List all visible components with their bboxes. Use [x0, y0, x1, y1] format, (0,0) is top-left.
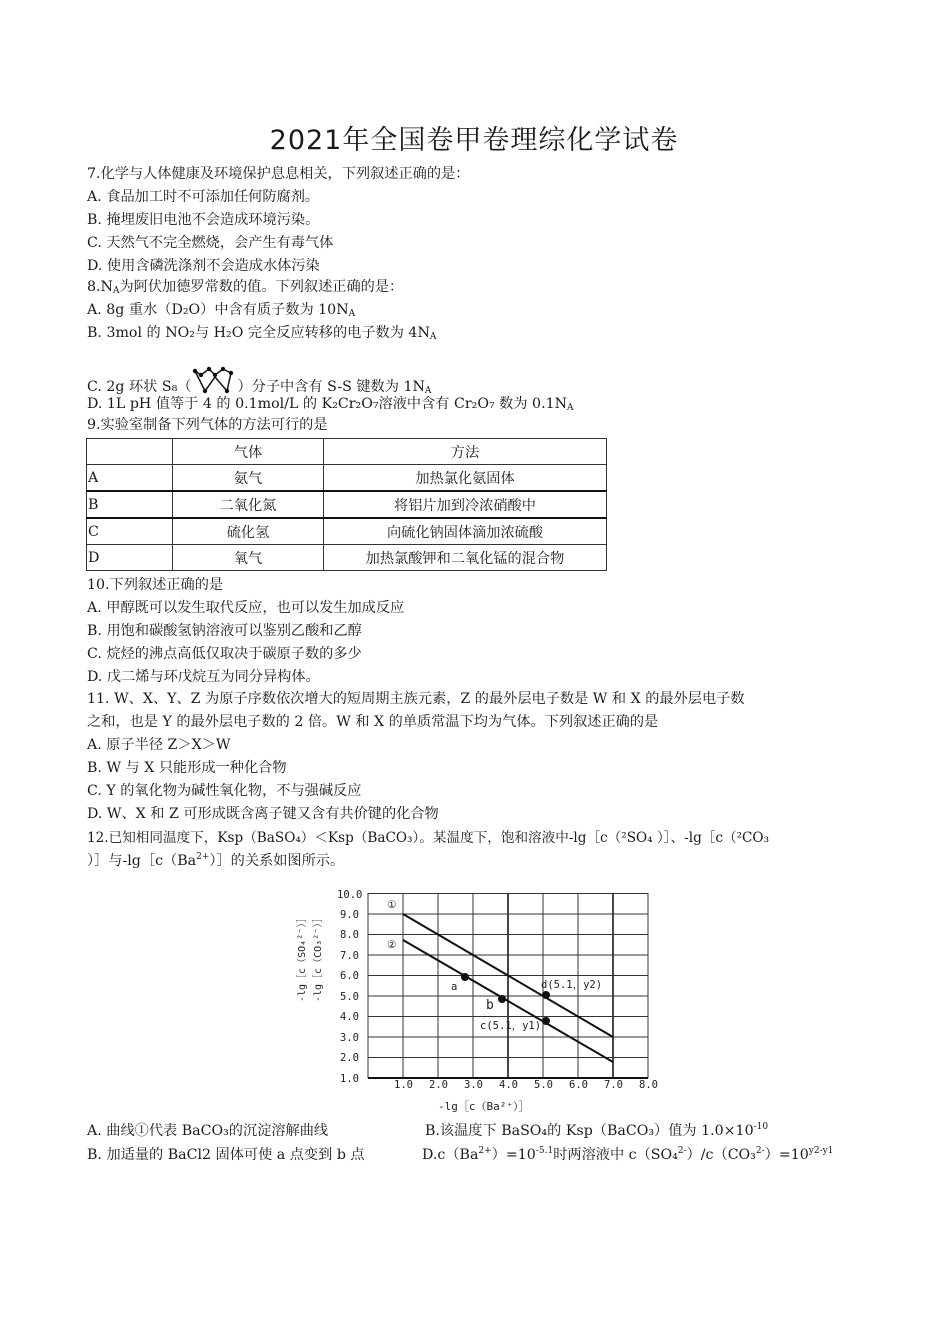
- q10-option-b: B. 用饱和碳酸氢钠溶液可以鉴别乙酸和乙醇: [87, 623, 362, 639]
- q11-option-a: A. 原子半径 Z＞X＞W: [87, 737, 231, 753]
- table-row: [87, 491, 607, 518]
- svg-text:4.0: 4.0: [340, 1011, 359, 1023]
- svg-text:5.0: 5.0: [340, 991, 359, 1003]
- table-header-row: [87, 439, 607, 465]
- q9-stem: 9.实验室制备下列气体的方法可行的是: [87, 417, 328, 433]
- svg-text:8.0: 8.0: [639, 1079, 658, 1091]
- table-header: 气体: [173, 439, 324, 465]
- table-cell: C: [87, 518, 173, 545]
- table-row: [87, 465, 607, 492]
- table-header: [87, 439, 173, 465]
- q12-option-c: B. 加适量的 BaCl2 固体可使 a 点变到 b 点: [87, 1147, 365, 1163]
- q11-option-c: C. Y 的氧化物为碱性氧化物，不与强碱反应: [87, 783, 362, 799]
- q12-option-a: A. 曲线①代表 BaCO₃的沉淀溶解曲线: [87, 1123, 329, 1139]
- table-header: 方法: [324, 439, 607, 465]
- table-cell: 加热氯酸钾和二氧化锰的混合物: [324, 545, 607, 571]
- q8-option-c: C. 2g 环状 S₈（ ）分子中含有 S-S 键数为 $1N_A$: [87, 365, 431, 399]
- svg-text:d(5.1，y2): d(5.1，y2): [541, 979, 603, 991]
- svg-text:6.0: 6.0: [569, 1079, 588, 1091]
- q11-option-d: D. W、X 和 Z 可形成既含离子键又含有共价键的化合物: [87, 806, 439, 822]
- q8-stem: $8.N_A$为阿伏加德罗常数的值。下列叙述正确的是：: [87, 279, 404, 296]
- table-cell: 二氧化氮: [173, 491, 324, 518]
- q7-option-b: B. 掩埋废旧电池不会造成环境污染。: [87, 212, 320, 228]
- q7-stem: 7.化学与人体健康及环境保护息息相关，下列叙述正确的是：: [87, 166, 470, 182]
- y-axis-label-so4: -lg［c（SO₄²⁻）］: [297, 912, 308, 1002]
- table-cell: 加热氯化氨固体: [324, 465, 607, 492]
- q11-option-b: B. W 与 X 只能形成一种化合物: [87, 760, 287, 776]
- svg-text:10.0: 10.0: [337, 889, 363, 901]
- q8-option-d: D. 1L pH 值等于 4 的 0.1mol/L 的 K₂Cr₂O₇溶液中含有 Cr₂O₇ 数为 $0.1N_A$: [87, 396, 574, 413]
- table-cell: A: [87, 465, 173, 492]
- q10-option-a: A. 甲醇既可以发生取代反应，也可以发生加成反应: [87, 600, 405, 616]
- q12-stem-line2: ）］与$-\lg[c(Ba^{2+})]$的关系如图所示。: [87, 852, 345, 869]
- table-row: [87, 518, 607, 545]
- svg-text:6.0: 6.0: [340, 970, 359, 982]
- q7-option-c: C. 天然气不完全燃烧，会产生有毒气体: [87, 235, 334, 251]
- svg-text:1.0: 1.0: [340, 1073, 359, 1085]
- svg-text:a: a: [451, 981, 458, 993]
- q7-option-a: A. 食品加工时不可添加任何防腐剂。: [87, 189, 320, 205]
- svg-text:①: ①: [387, 899, 397, 911]
- table-row: [87, 545, 607, 571]
- q10-option-d: D. 戊二烯与环戊烷互为同分异构体。: [87, 669, 320, 685]
- table-cell: 氧气: [173, 545, 324, 571]
- svg-text:3.0: 3.0: [464, 1079, 483, 1091]
- q7-option-d: D. 使用含磷洗涤剂不会造成水体污染: [87, 258, 320, 274]
- svg-text:-lg［c（Ba²⁺）］: -lg［c（Ba²⁺）］: [438, 1100, 530, 1113]
- svg-text:4.0: 4.0: [499, 1079, 518, 1091]
- svg-text:b: b: [486, 998, 494, 1013]
- svg-text:7.0: 7.0: [604, 1079, 623, 1091]
- q9-table: [86, 438, 607, 571]
- svg-text:7.0: 7.0: [340, 950, 359, 962]
- page-title: 2021年全国卷甲卷理综化学试卷: [269, 125, 679, 156]
- chart-labels: [296, 889, 658, 1113]
- q10-stem: 10.下列叙述正确的是: [87, 577, 224, 593]
- table-cell: 氨气: [173, 465, 324, 492]
- svg-text:3.0: 3.0: [340, 1032, 359, 1044]
- svg-text:5.0: 5.0: [534, 1079, 553, 1091]
- chart-grid: [368, 893, 648, 1078]
- q11-stem-line2: 之和，也是 Y 的最外层电子数的 2 倍。W 和 X 的单质常温下均为气体。下列叙述正确的是: [87, 714, 659, 730]
- table-cell: 将铝片加到冷浓硝酸中: [324, 491, 607, 518]
- q8-option-a: A. 8g 重水（D₂O）中含有质子数为 $10N_A$: [87, 302, 356, 319]
- q12-stem-line1: 12.已知相同温度下，Ksp（BaSO₄）＜Ksp（BaCO₃）。某温度下，饱和溶液中-lg［c（²SO₄ ）］、-lg［c（²CO₃: [87, 830, 770, 846]
- y-axis-label-co3: -lg［c（CO₃²⁻）］: [313, 912, 324, 1002]
- table-cell: 向硫化钠固体滴加浓硫酸: [324, 518, 607, 545]
- svg-text:8.0: 8.0: [340, 929, 359, 941]
- svg-text:2.0: 2.0: [429, 1079, 448, 1091]
- q8-option-b: B. 3mol 的 NO₂与 H₂O 完全反应转移的电子数为 $4N_A$: [87, 325, 437, 342]
- svg-text:9.0: 9.0: [340, 909, 359, 921]
- q11-stem-line1: 11. W、X、Y、Z 为原子序数依次增大的短周期主族元素，Z 的最外层电子数是 W 和 X 的最外层电子数: [87, 691, 745, 707]
- q10-option-c: C. 烷烃的沸点高低仅取决于碳原子数的多少: [87, 646, 362, 662]
- svg-text:1.0: 1.0: [394, 1079, 413, 1091]
- svg-text:2.0: 2.0: [340, 1052, 359, 1064]
- q12-option-d: $D.c(Ba^{2+})=10^{-5.1}$时两溶液中 $c(SO_4^{2-})/c(CO_3^{2-})=10^{y2-y1}$: [422, 1146, 834, 1163]
- table-cell: 硫化氢: [173, 518, 324, 545]
- s8-ring-structure-icon: [191, 365, 237, 395]
- q12-option-b: B.该温度下 BaSO₄的 Ksp（BaCO₃）值为 $1.0\times 10^{-10}$: [425, 1122, 769, 1139]
- table-cell: D: [87, 545, 173, 571]
- svg-text:c(5.1，y1): c(5.1，y1): [480, 1020, 542, 1032]
- ksp-line-chart: [290, 883, 680, 1118]
- table-cell: B: [87, 491, 173, 518]
- svg-text:②: ②: [387, 939, 397, 951]
